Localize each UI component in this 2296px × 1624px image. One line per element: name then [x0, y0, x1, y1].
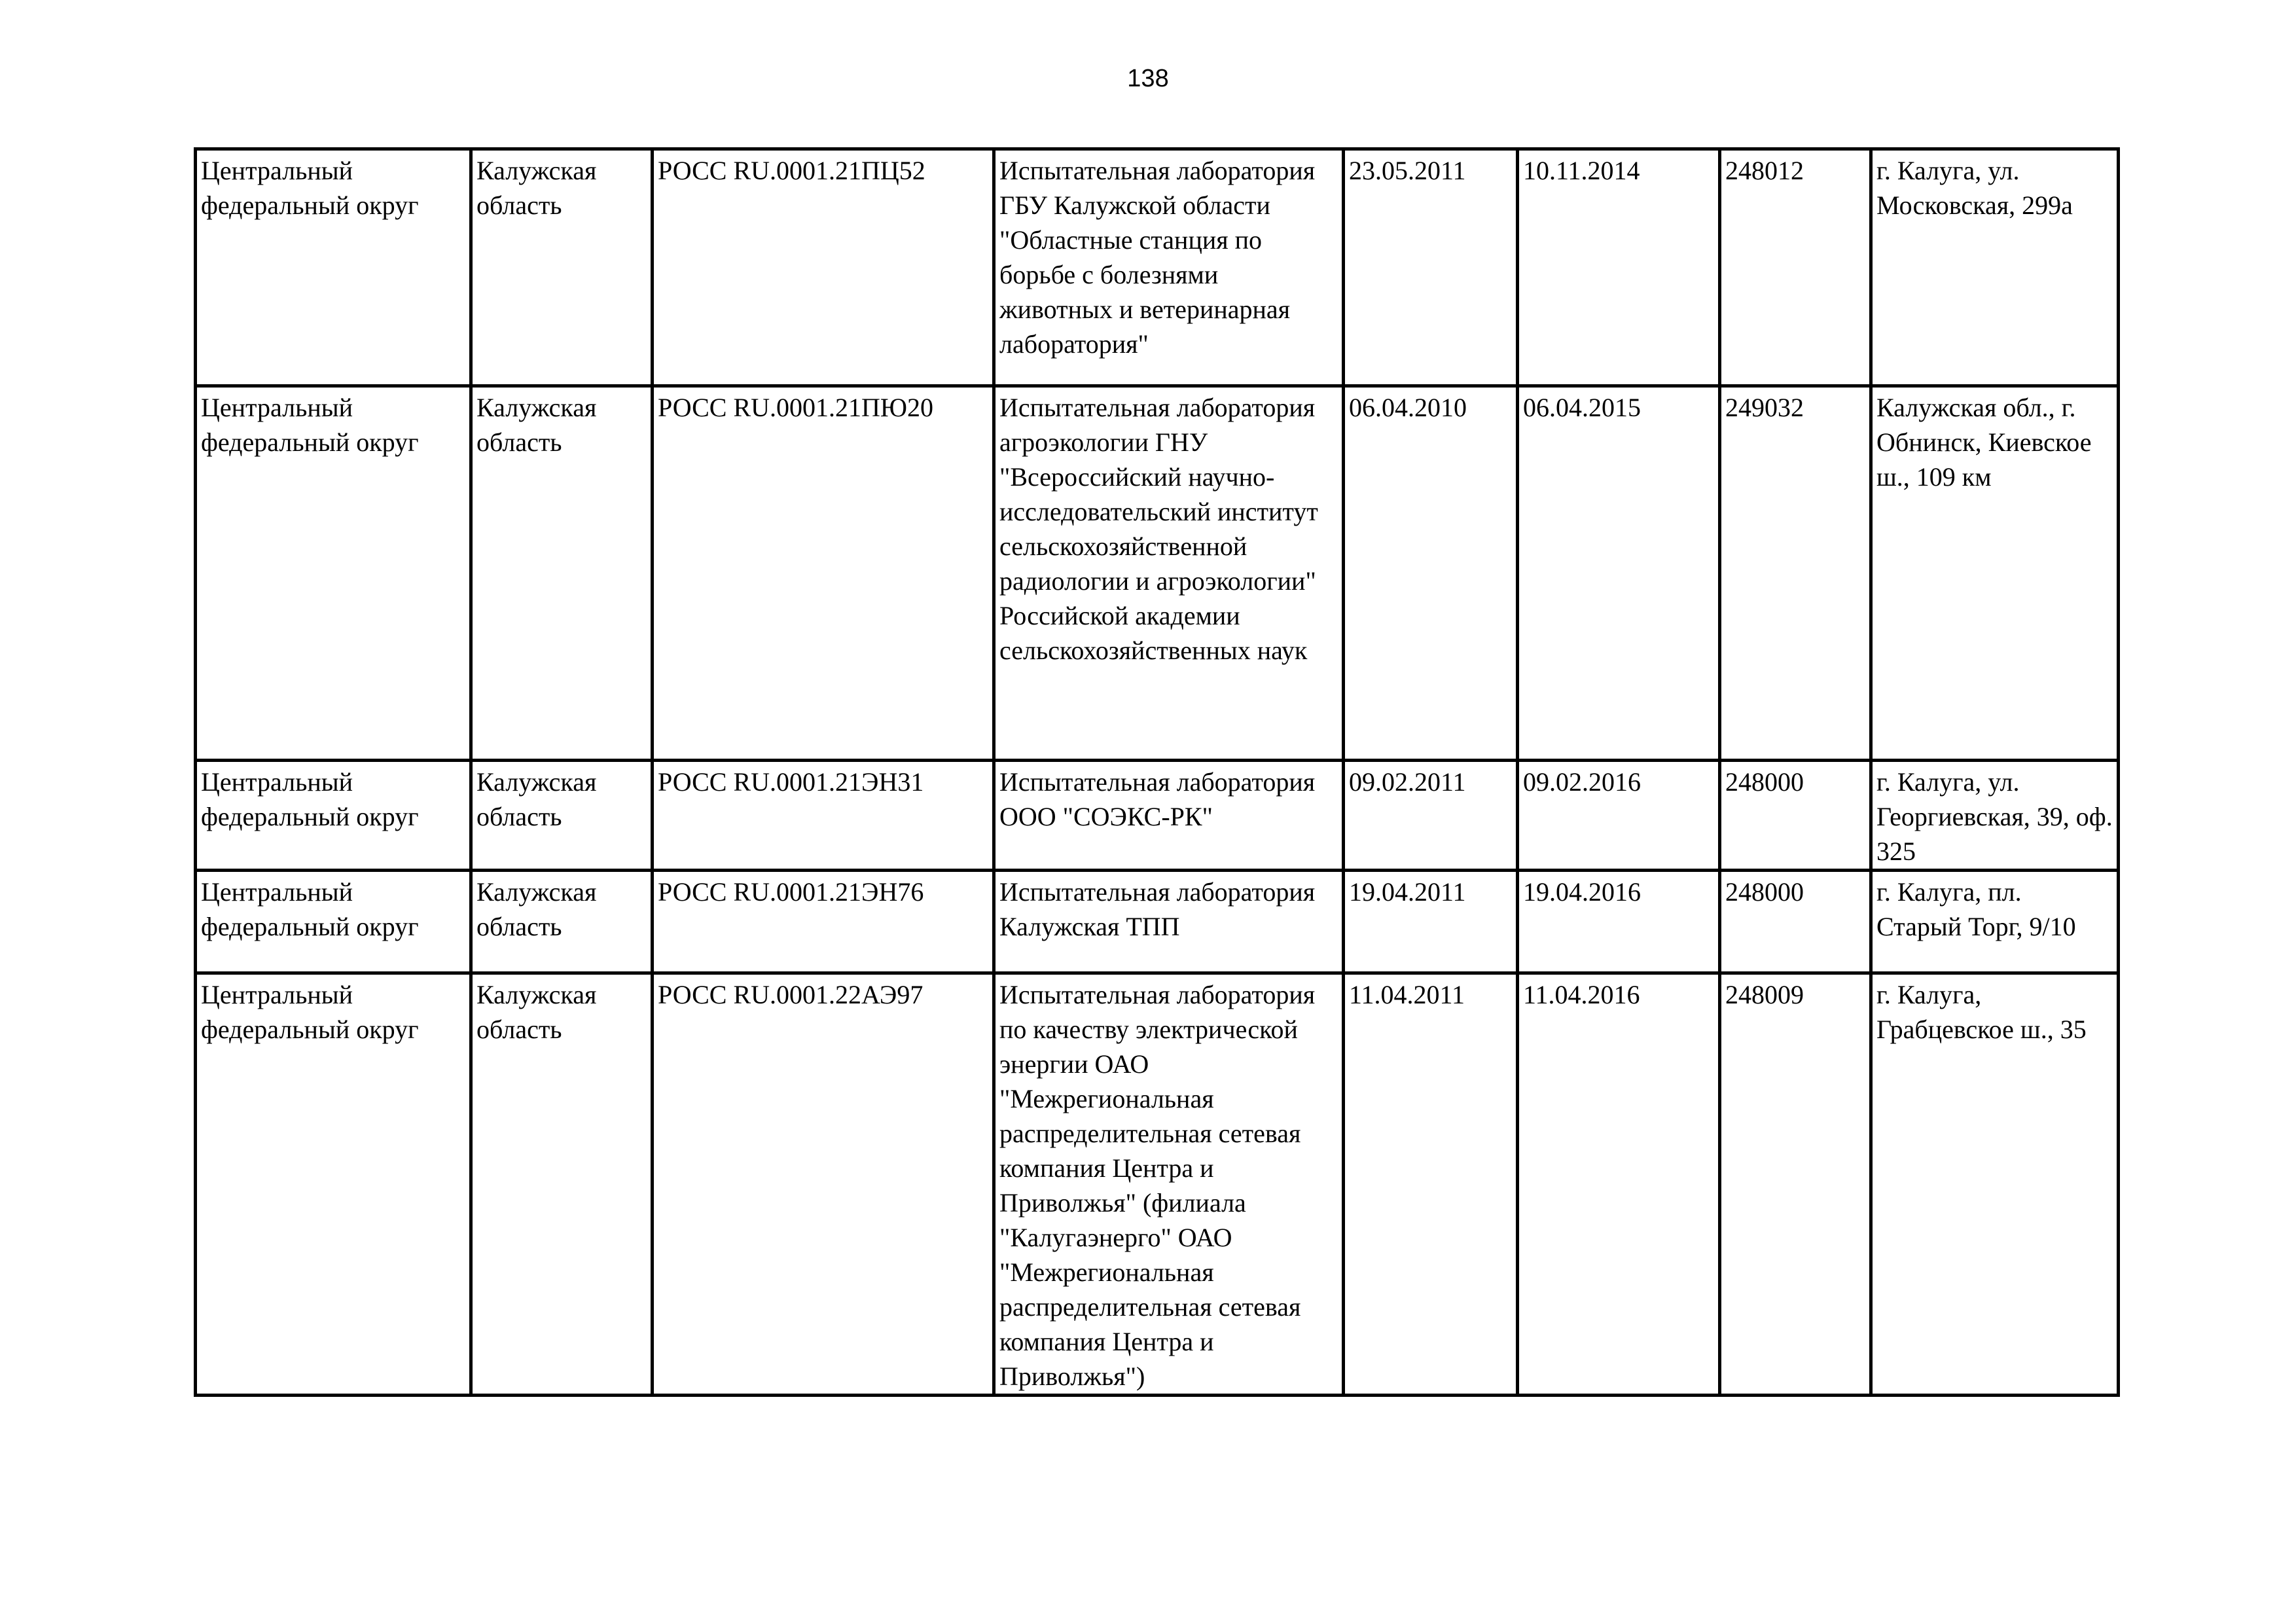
- laboratory-name-cell: Испытательная лаборатория ГБУ Калужской области "Областные станция по борьбе с болезнями животных и ветеринарная лаборатория": [994, 149, 1344, 386]
- table-row: [196, 149, 2119, 386]
- date-issued-cell: 19.04.2011: [1344, 871, 1518, 973]
- district-cell: Центральный федеральный округ: [196, 761, 471, 871]
- date-valid-cell: 11.04.2016: [1518, 973, 1720, 1396]
- laboratory-name-cell: Испытательная лаборатория ООО "СОЭКС-РК": [994, 761, 1344, 871]
- certificate-number-cell: РОСС RU.0001.21ЭН31: [653, 761, 994, 871]
- date-issued-cell: 11.04.2011: [1344, 973, 1518, 1396]
- table-row: [196, 386, 2119, 761]
- address-cell: Калужская обл., г. Обнинск, Киевское ш., 109 км: [1871, 386, 2119, 761]
- district-cell: Центральный федеральный округ: [196, 973, 471, 1396]
- postal-code-cell: 248009: [1720, 973, 1871, 1396]
- address-cell: г. Калуга, Грабцевское ш., 35: [1871, 973, 2119, 1396]
- page-number: 138: [1127, 65, 1169, 92]
- date-valid-cell: 06.04.2015: [1518, 386, 1720, 761]
- address-cell: г. Калуга, ул. Георгиевская, 39, оф. 325: [1871, 761, 2119, 871]
- date-issued-cell: 06.04.2010: [1344, 386, 1518, 761]
- postal-code-cell: 248000: [1720, 871, 1871, 973]
- date-issued-cell: 09.02.2011: [1344, 761, 1518, 871]
- region-cell: Калужская область: [471, 761, 653, 871]
- laboratory-name-cell: Испытательная лаборатория Калужская ТПП: [994, 871, 1344, 973]
- date-valid-cell: 19.04.2016: [1518, 871, 1720, 973]
- table-row: [196, 973, 2119, 1396]
- certificate-number-cell: РОСС RU.0001.21ПЦ52: [653, 149, 994, 386]
- certificate-number-cell: РОСС RU.0001.22АЭ97: [653, 973, 994, 1396]
- address-cell: г. Калуга, ул. Московская, 299а: [1871, 149, 2119, 386]
- laboratory-name-cell: Испытательная лаборатория агроэкологии ГНУ "Всероссийский научно-исследовательский институт сельскохозяйственной радиологии и агроэкологии" Российской академии сельскохозяйственных наук: [994, 386, 1344, 761]
- district-cell: Центральный федеральный округ: [196, 386, 471, 761]
- region-cell: Калужская область: [471, 386, 653, 761]
- date-issued-cell: 23.05.2011: [1344, 149, 1518, 386]
- region-cell: Калужская область: [471, 149, 653, 386]
- district-cell: Центральный федеральный округ: [196, 871, 471, 973]
- date-valid-cell: 10.11.2014: [1518, 149, 1720, 386]
- laboratory-registry-table: [194, 147, 2120, 1397]
- region-cell: Калужская область: [471, 973, 653, 1396]
- certificate-number-cell: РОСС RU.0001.21ПЮ20: [653, 386, 994, 761]
- region-cell: Калужская область: [471, 871, 653, 973]
- address-cell: г. Калуга, пл. Старый Торг, 9/10: [1871, 871, 2119, 973]
- table-row: [196, 871, 2119, 973]
- laboratory-name-cell: Испытательная лаборатория по качеству электрической энергии ОАО "Межрегиональная распределительная сетевая компания Центра и Приволжья" (филиала "Калугаэнерго" ОАО "Межрегиональная распределительная сетевая компания Центра и Приволжья"): [994, 973, 1344, 1396]
- postal-code-cell: 248012: [1720, 149, 1871, 386]
- table-row: [196, 761, 2119, 871]
- postal-code-cell: 248000: [1720, 761, 1871, 871]
- district-cell: Центральный федеральный округ: [196, 149, 471, 386]
- postal-code-cell: 249032: [1720, 386, 1871, 761]
- date-valid-cell: 09.02.2016: [1518, 761, 1720, 871]
- certificate-number-cell: РОСС RU.0001.21ЭН76: [653, 871, 994, 973]
